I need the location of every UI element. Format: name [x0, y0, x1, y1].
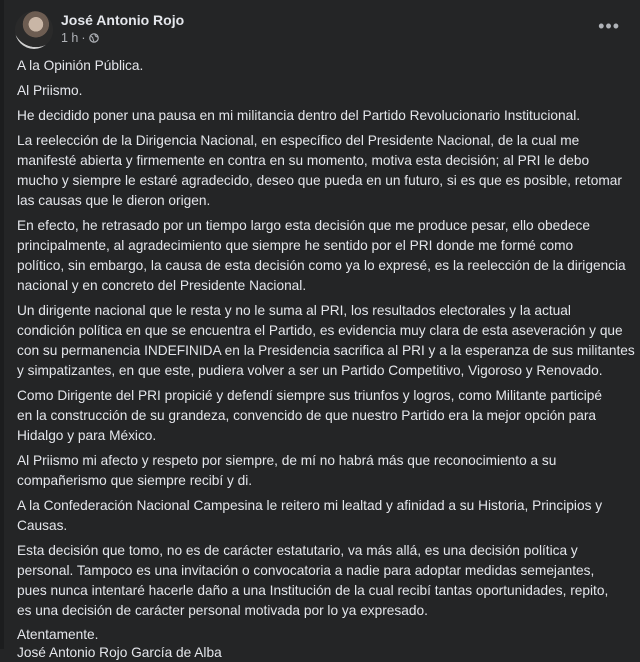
paragraph-line: es una decisión de carácter personal motivada por lo ya expresado.	[17, 603, 428, 618]
paragraph-line: personal. Tampoco es una invitación o convocatoria a nadie para adoptar medidas semejantes,	[17, 563, 595, 578]
post-paragraph	[17, 106, 632, 126]
paragraph-line: con su permanencia INDEFINIDA en la Presidencia sacrifica al PRI y a la esperanza de sus militantes	[17, 343, 635, 358]
globe-icon	[89, 33, 99, 43]
meta-separator: ·	[81, 31, 86, 45]
closing-text: Atentamente.	[17, 627, 99, 642]
left-edge	[0, 0, 4, 649]
paragraph-line: principalmente, al agradecimiento que siempre he sentido por el PRI donde me formé como	[17, 238, 574, 253]
post-paragraph	[17, 216, 632, 296]
author-name[interactable]: José Antonio Rojo	[61, 12, 185, 28]
post-paragraph	[17, 301, 635, 381]
paragraph-line: condición política en que se encuentra el Partido, es evidencia muy clara de esta aseveración y que	[17, 323, 623, 338]
paragraph-line: manifesté abierta y firmemente en contra en su momento, motiva esta decisión; al PRI le debo	[17, 153, 590, 168]
paragraph-line: Causas.	[17, 518, 68, 533]
paragraph-line: las causas que le dieron origen.	[17, 193, 211, 208]
paragraph-line: He decidido poner una pausa en mi militancia dentro del Partido Revolucionario Institucional.	[17, 108, 581, 123]
post-paragraph	[17, 131, 632, 211]
signature-name: José Antonio Rojo García de Alba	[17, 645, 222, 660]
paragraph-line: Un dirigente nacional que le resta y no le suma al PRI, los resultados electorales y la actual	[17, 303, 571, 318]
paragraph-line: pues nunca intentaré hacerle daño a una Institución de la cual recibí tantas oportunidades, repito,	[17, 583, 609, 598]
paragraph-line: La reelección de la Dirigencia Nacional, en específico del Presidente Nacional, de la cual me	[17, 133, 580, 148]
post-text	[17, 56, 635, 662]
avatar[interactable]	[15, 11, 53, 49]
paragraph-line: político, sin embargo, la causa de esta decisión como ya lo expresé, es la reelección de la dirigencia	[17, 258, 626, 273]
paragraph-line: Hidalgo y para México.	[17, 428, 157, 443]
paragraph-line: A la Confederación Nacional Campesina le reitero mi lealtad y afinidad a su Historia, Principios y	[17, 498, 603, 513]
post-time[interactable]: 1 h	[61, 31, 79, 45]
paragraph-line: en la construcción de su grandeza, convencido de que nuestro Partido era la mejor opción para	[17, 408, 597, 423]
post-paragraph	[17, 496, 632, 536]
paragraph-line: y simpatizantes, en que este, pudiera volver a ser un Partido Competitivo, Vigoroso y Renovado.	[17, 363, 603, 378]
paragraph-line: A la Opinión Pública.	[17, 58, 144, 73]
post-paragraph	[17, 386, 632, 446]
post-paragraph	[17, 56, 632, 76]
more-options-button[interactable]: •••	[598, 16, 620, 36]
paragraph-line: mucho y siempre le estaré agradecido, deseo que pueda en un futuro, si es que es posible, retomar	[17, 173, 622, 188]
paragraph-line: compañerismo que siempre recibí y di.	[17, 473, 253, 488]
paragraph-line: Al Priismo mi afecto y respeto por siempre, de mí no habrá más que reconocimiento a su	[17, 453, 557, 468]
post-paragraph	[17, 451, 632, 491]
paragraph-line: Como Dirigente del PRI propicié y defendí siempre sus triunfos y logros, como Militante participé	[17, 388, 603, 403]
paragraph-line: nacional y en concreto del Presidente Nacional.	[17, 278, 307, 293]
post-paragraph	[17, 541, 632, 621]
post-paragraph	[17, 81, 632, 101]
signature-block	[17, 626, 632, 662]
paragraph-line: Al Priismo.	[17, 83, 83, 98]
post-meta	[61, 31, 99, 45]
paragraph-line: En efecto, he retrasado por un tiempo largo esta decisión que me produce pesar, ello obedece	[17, 218, 590, 233]
paragraph-line: Esta decisión que tomo, no es de carácter estatutario, va más allá, es una decisión política y	[17, 543, 578, 558]
